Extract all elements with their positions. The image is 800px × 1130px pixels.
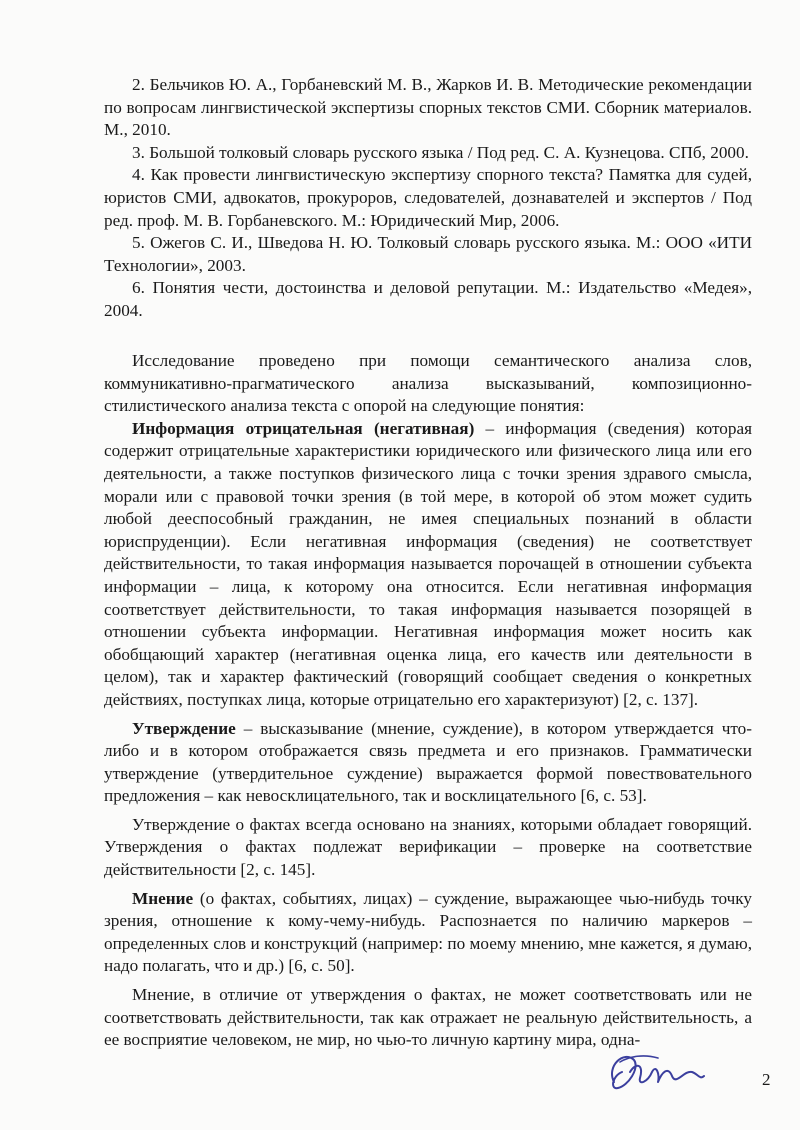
opinion-contrast-paragraph: Мнение, в отличие от утверждения о фактах, не может соответствовать или не соответствовать действительности, так как отражает не реальную действительность, а ее восприятие человеком, не мир, но чью-то личную картину мира, одна- <box>104 985 752 1050</box>
reference-list <box>104 74 752 323</box>
definition-negative-info <box>104 418 752 712</box>
definition-statement <box>104 718 752 808</box>
definition-opinion <box>104 888 752 978</box>
reference-item: 5. Ожегов С. И., Шведова Н. Ю. Толковый словарь русского языка. М.: ООО «ИТИ Технологии», 2003. <box>104 233 752 275</box>
intro-paragraph: Исследование проведено при помощи семантического анализа слов, коммуникативно-прагматического анализа высказываний, композиционно-стилистического анализа текста с опорой на следующие понятия: <box>104 351 752 416</box>
page-number: 2 <box>762 1070 771 1089</box>
definition-text: (о фактах, событиях, лицах) – суждение, выражающее чью-нибудь точку зрения, отношение к кому-чему-нибудь. Распознается по наличию маркеров – определенных слов и конструкций (например: по моему мнению, мне кажется, я думаю, надо полагать, что и др.) [6, с. 50]. <box>104 888 752 976</box>
reference-item: 6. Понятия чести, достоинства и деловой репутации. М.: Издательство «Медея», 2004. <box>104 278 752 320</box>
signature-icon <box>600 1042 710 1100</box>
reference-item: 2. Бельчиков Ю. А., Горбаневский М. В., Жарков И. В. Методические рекомендации по вопросам лингвистической экспертизы спорных текстов СМИ. Сборник материалов. М., 2010. <box>104 75 752 140</box>
definition-text: – информация (сведения) которая содержит отрицательные характеристики юридического или физического лица или его деятельности, а также поступков физического лица с точки зрения здравого смысла, морали или с правовой точки зрения (в той мере, в которой об этом может судить любой дееспособный гражданин, не имея специальных познаний в области юриспруденции). Если негативная информация (сведения) не соответствует действительности, то такая информация называется порочащей в отношении субъекта информации – лица, к которому она относится. Если негативная информация соответствует действительности, то такая информация называется позорящей в отношении субъекта информации. Негативная информация может носить как обобщающий характер (негативная оценка лица, его качеств или деятельности в целом), так и характер фактический (говорящий сообщает сведения о конкретных действиях, поступках лица, которые отрицательно его характеризуют) [2, с. 137]. <box>104 418 752 709</box>
definition-text: – высказывание (мнение, суждение), в котором утверждается что-либо и в котором отображается связь предмета и его признаков. Грамматически утверждение (утвердительное суждение) выражается формой повествовательного предложения – как невосклицательного, так и восклицательного [6, с. 53]. <box>104 718 752 806</box>
main-text <box>104 350 752 1052</box>
term-label: Информация отрицательная (негативная) <box>132 418 475 438</box>
term-label: Мнение <box>132 888 194 908</box>
reference-item: 4. Как провести лингвистическую экспертизу спорного текста? Памятка для судей, юристов СМИ, адвокатов, прокуроров, следователей, дознавателей и экспертов / Под ред. проф. М. В. Горбаневского. М.: Юридический Мир, 2006. <box>104 165 752 230</box>
reference-item: 3. Большой толковый словарь русского языка / Под ред. С. А. Кузнецова. СПб, 2000. <box>132 142 749 162</box>
statement-facts-paragraph: Утверждение о фактах всегда основано на знаниях, которыми обладает говорящий. Утверждения о фактах подлежат верификации – проверке на соответствие действительности [2, с. 145]. <box>104 814 752 880</box>
term-label: Утверждение <box>132 718 236 738</box>
